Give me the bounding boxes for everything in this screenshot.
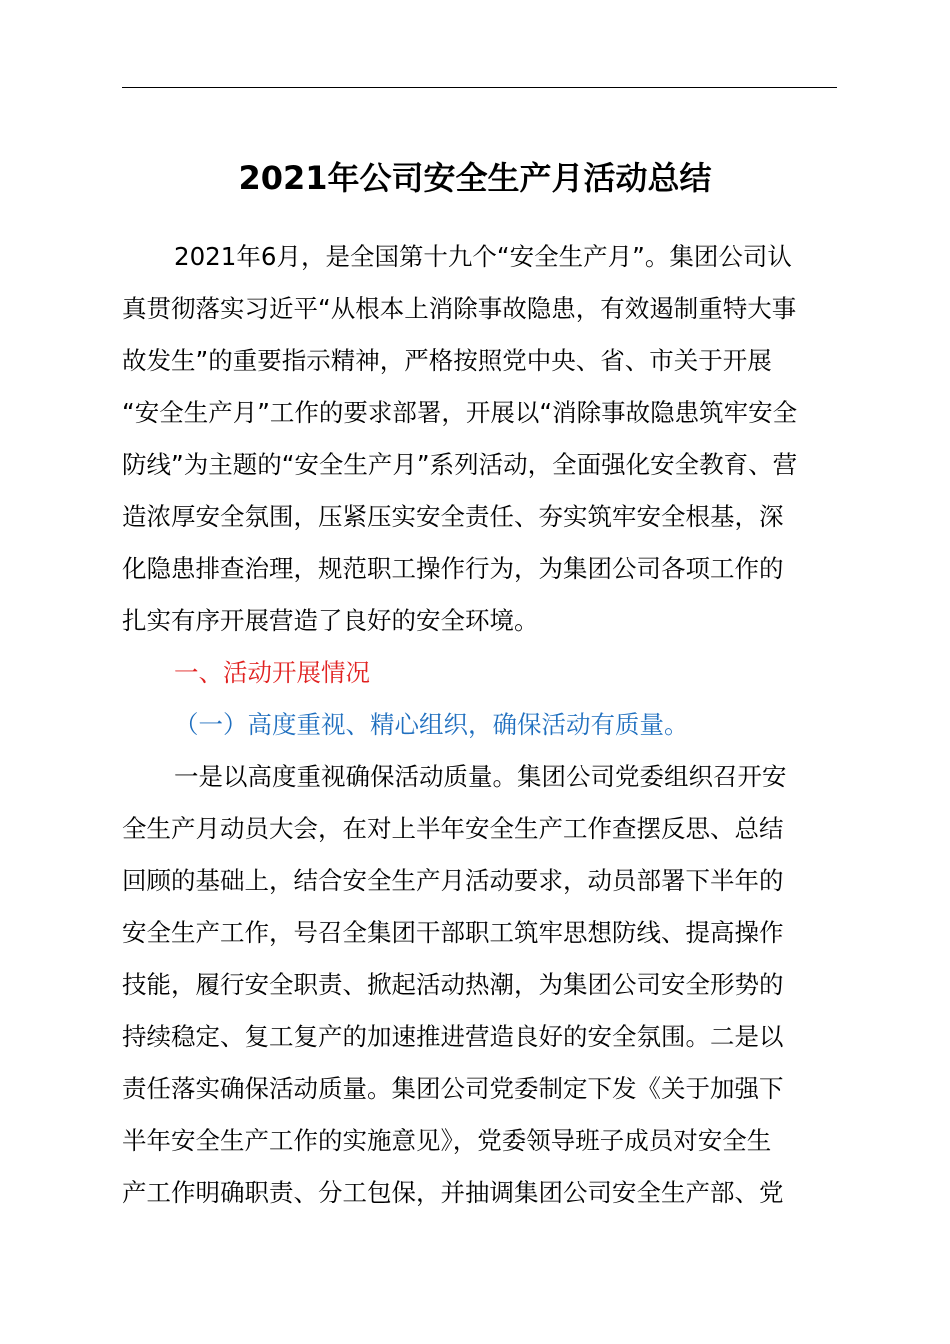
intro-line: 2021年6月，是全国第十九个“安全生产月”。集团公司认 — [174, 242, 792, 271]
section-line: 回顾的基础上，结合安全生产月活动要求，动员部署下半年的 — [122, 866, 784, 895]
intro-line: 真贯彻落实习近平“从根本上消除事故隐患，有效遏制重特大事 — [122, 294, 797, 323]
section-line: 产工作明确职责、分工包保，并抽调集团公司安全生产部、党 — [122, 1178, 784, 1207]
section-line: 责任落实确保活动质量。集团公司党委制定下发《关于加强下 — [122, 1074, 784, 1103]
intro-line: “安全生产月”工作的要求部署，开展以“消除事故隐患筑牢安全 — [122, 398, 798, 427]
intro-line: 化隐患排查治理，规范职工操作行为，为集团公司各项工作的 — [122, 554, 784, 583]
section-line: 安全生产工作，号召全集团干部职工筑牢思想防线、提高操作 — [122, 918, 784, 947]
document-body — [122, 231, 838, 1219]
section-heading: 一、活动开展情况 — [174, 658, 370, 687]
intro-line: 造浓厚安全氛围，压紧压实安全责任、夯实筑牢安全根基，深 — [122, 502, 784, 531]
section-line: 半年安全生产工作的实施意见》，党委领导班子成员对安全生 — [122, 1126, 772, 1155]
intro-line: 防线”为主题的“安全生产月”系列活动，全面强化安全教育、营 — [122, 450, 798, 479]
intro-line: 故发生”的重要指示精神，严格按照党中央、省、市关于开展 — [122, 346, 772, 375]
section-line: 全生产月动员大会，在对上半年安全生产工作查摆反思、总结 — [122, 814, 784, 843]
subsection-heading: （一）高度重视、精心组织，确保活动有质量。 — [174, 710, 689, 739]
header-rule — [122, 87, 837, 88]
section-line: 持续稳定、复工复产的加速推进营造良好的安全氛围。二是以 — [122, 1022, 784, 1051]
section-line: 一是以高度重视确保活动质量。集团公司党委组织召开安 — [174, 762, 787, 791]
intro-line: 扎实有序开展营造了良好的安全环境。 — [122, 606, 539, 635]
section-line: 技能，履行安全职责、掀起活动热潮，为集团公司安全形势的 — [122, 970, 784, 999]
document-title: 2021年公司安全生产月活动总结 — [238, 159, 712, 197]
